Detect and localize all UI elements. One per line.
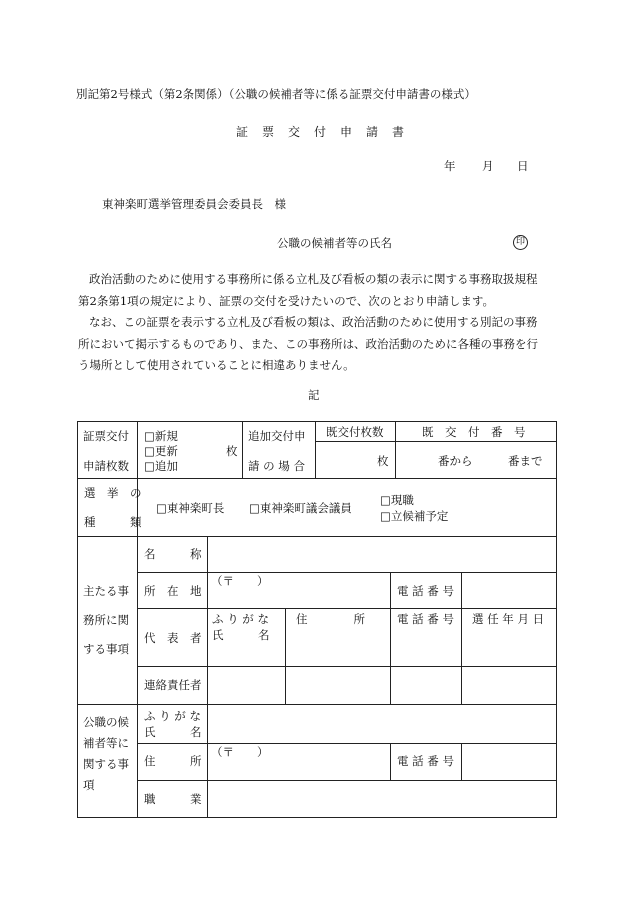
checkbox-council[interactable]: □東神楽町議会議員 <box>249 501 352 515</box>
issued-count-header: 既交付枚数 <box>326 425 384 439</box>
date-year: 年 <box>444 159 456 173</box>
candidate-address-label: 住 所 <box>144 754 202 768</box>
checkbox-renew[interactable]: □更新 <box>144 444 178 458</box>
candidate-postal-mark: （〒 ） <box>211 745 269 759</box>
candidate-section-label-4: 項 <box>83 778 95 792</box>
rep-appointed-label: 選 任 年 月 日 <box>472 612 545 626</box>
candidate-section-label-1: 公職の候 <box>83 715 129 729</box>
checkbox-new[interactable]: □新規 <box>144 429 178 443</box>
office-section-label-2: 務所に関 <box>83 613 129 627</box>
additional-label-2: 請 の 場 合 <box>248 459 305 473</box>
request-count-label-2: 申請枚数 <box>83 459 129 473</box>
election-type-label-2: 種 類 <box>84 515 142 529</box>
candidate-occupation-label: 職 業 <box>144 792 202 806</box>
rep-name-label: 氏 名 <box>212 628 270 642</box>
form-title: 証 票 交 付 申 請 書 <box>236 125 406 139</box>
paragraph-1-line-1: 政治活動のために使用する事務所に係る立札及び看板の類の表示に関する事務取扱規程 <box>89 272 538 286</box>
additional-label-1: 追加交付申 <box>248 429 306 443</box>
checkbox-add[interactable]: □追加 <box>144 459 178 473</box>
office-phone-label: 電 話 番 号 <box>397 584 454 598</box>
election-type-label-1: 選 挙 の <box>84 486 142 500</box>
seal-mark: 印 <box>513 235 528 250</box>
candidate-section-label-2: 補者等に <box>83 736 129 750</box>
office-name-label: 名 称 <box>144 547 202 561</box>
paragraph-1-line-2: 第2条第1項の規定により、証票の交付を受けたいので、次のとおり申請します。 <box>78 293 494 308</box>
office-section-label-1: 主たる事 <box>83 584 129 598</box>
number-from: 番から <box>438 454 473 468</box>
office-location-label: 所 在 地 <box>144 584 202 598</box>
rep-phone-label: 電 話 番 号 <box>397 612 454 626</box>
date-month: 月 <box>482 159 494 173</box>
candidate-section-label-3: 関する事 <box>83 757 129 771</box>
checkbox-incumbent[interactable]: □現職 <box>380 493 414 507</box>
issued-number-header: 既 交 付 番 号 <box>422 425 526 439</box>
office-section-label-3: する事項 <box>83 642 129 656</box>
applicant-name-label: 公職の候補者等の氏名 <box>277 236 392 250</box>
ki-heading: 記 <box>308 388 320 402</box>
request-count-label-1: 証票交付 <box>83 429 129 443</box>
candidate-furigana-label: ふ り が な <box>144 709 201 723</box>
issued-count-unit: 枚 <box>377 454 389 468</box>
paragraph-2-line-1: なお、この証票を表示する立札及び看板の類は、政治活動のために使用する別記の事務 <box>89 315 538 329</box>
paragraph-2-line-2: 所において掲示するものであり、また、この事務所は、政治活動のために各種の事務を行 <box>78 336 538 351</box>
candidate-phone-label: 電 話 番 号 <box>397 754 454 768</box>
rep-furigana-label: ふ り が な <box>212 612 269 626</box>
sheet-unit: 枚 <box>226 444 238 458</box>
paragraph-2-line-3: う場所として使用されていることに相違ありません。 <box>78 358 355 372</box>
number-to: 番まで <box>508 454 543 468</box>
date-day: 日 <box>517 159 529 173</box>
addressee: 東神楽町選挙管理委員会委員長 様 <box>102 197 286 211</box>
checkbox-prospective[interactable]: □立候補予定 <box>380 509 449 523</box>
candidate-name-label: 氏 名 <box>144 725 202 739</box>
contact-person-label: 連絡責任者 <box>144 678 202 692</box>
rep-address-label: 住 所 <box>296 612 365 626</box>
office-postal-mark: （〒 ） <box>211 574 269 588</box>
checkbox-mayor[interactable]: □東神楽町長 <box>156 501 225 515</box>
form-caption: 別記第2号様式（第2条関係）（公職の候補者等に係る証票交付申請書の様式） <box>76 87 476 101</box>
representative-label: 代 表 者 <box>144 631 202 645</box>
